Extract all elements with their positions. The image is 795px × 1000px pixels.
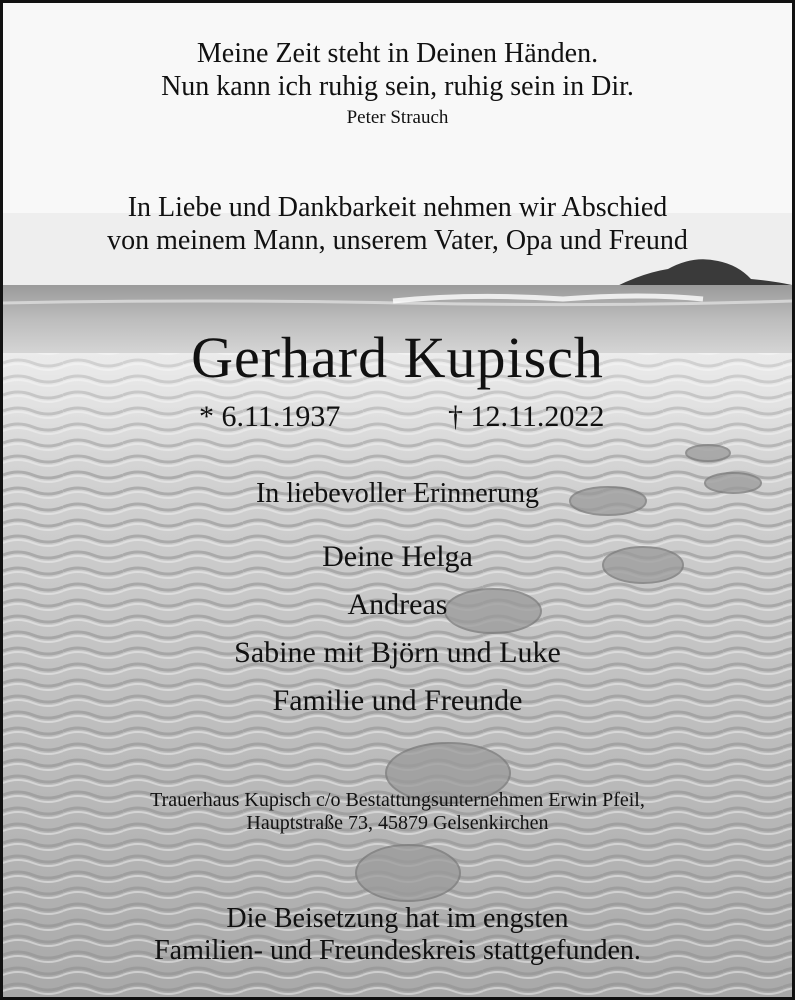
deceased-name: Gerhard Kupisch	[191, 325, 604, 390]
memory-line: In liebevoller Erinnerung	[255, 478, 539, 509]
farewell-intro	[3, 191, 792, 257]
mourners-list	[3, 533, 792, 725]
motto-author: Peter Strauch	[346, 107, 449, 128]
burial-line: Familien- und Freundeskreis stattgefunden.	[154, 935, 641, 966]
motto-line: Nun kann ich ruhig sein, ruhig sein in Dir.	[161, 71, 634, 102]
burial-line: Die Beisetzung hat im engsten	[226, 903, 569, 934]
mourner-item: Andreas	[347, 588, 448, 621]
birth-date: * 6.11.1937	[199, 400, 341, 433]
burial-note	[3, 903, 792, 967]
motto-quote	[3, 37, 792, 103]
intro-line: In Liebe und Dankbarkeit nehmen wir Abschied	[127, 192, 668, 223]
address-line: Trauerhaus Kupisch c/o Bestattungsunternehmen Erwin Pfeil,	[150, 789, 645, 811]
mourner-item: Familie und Freunde	[272, 684, 523, 717]
mourner-item: Deine Helga	[322, 540, 473, 573]
address-line: Hauptstraße 73, 45879 Gelsenkirchen	[246, 812, 549, 834]
death-date: † 12.11.2022	[448, 400, 605, 433]
motto-line: Meine Zeit steht in Deinen Händen.	[196, 38, 599, 69]
mourner-item: Sabine mit Björn und Luke	[234, 636, 561, 669]
mourning-address	[3, 789, 792, 835]
intro-line: von meinem Mann, unserem Vater, Opa und Freund	[107, 225, 688, 256]
